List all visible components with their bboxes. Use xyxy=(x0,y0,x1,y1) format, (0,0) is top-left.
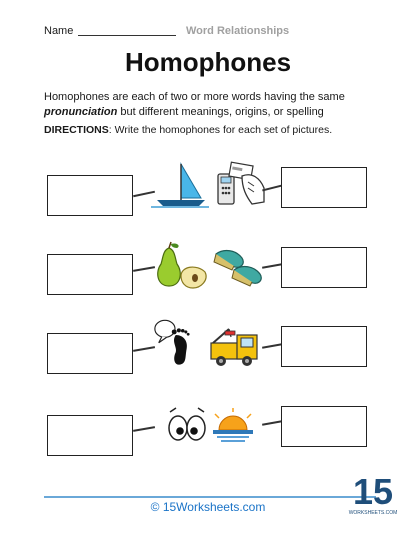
sailboat-icon xyxy=(151,160,209,208)
15worksheets-logo xyxy=(348,466,398,522)
topic-label: Word Relationships xyxy=(186,25,290,37)
page-title: Homophones xyxy=(124,47,292,77)
directions-label: DIRECTIONS xyxy=(44,124,109,136)
intro-line-1: Homophones are each of two or more words having the same xyxy=(44,91,345,103)
logo-text: WORKSHEETS.COM xyxy=(348,510,398,516)
answer-box-2-left[interactable] xyxy=(47,254,133,295)
sunset-icon xyxy=(207,404,265,452)
logo-number: 15 xyxy=(352,471,394,512)
name-line[interactable] xyxy=(78,35,176,36)
answer-box-4-left[interactable] xyxy=(47,415,133,456)
pair-of-shoes-icon xyxy=(210,244,268,292)
answer-box-4-right[interactable] xyxy=(281,406,367,447)
answer-box-3-right[interactable] xyxy=(281,326,367,367)
connector-line xyxy=(262,343,282,348)
pears-icon xyxy=(151,242,209,290)
directions-text: : Write the homophones for each set of pictures. xyxy=(108,124,333,136)
foot-speech-bubble-icon xyxy=(146,318,204,366)
footer-link[interactable]: © 15Worksheets.com xyxy=(150,500,266,514)
connector-line xyxy=(133,426,155,431)
tow-truck-icon xyxy=(207,325,265,373)
answer-box-1-left[interactable] xyxy=(47,175,133,216)
name-label: Name xyxy=(44,25,74,37)
answer-box-1-right[interactable] xyxy=(281,167,367,208)
bottom-rule xyxy=(44,496,376,498)
answer-box-3-left[interactable] xyxy=(47,333,133,374)
credit-card-reader-icon xyxy=(212,162,270,210)
intro-bold-word: pronunciation xyxy=(44,106,118,118)
directions xyxy=(44,124,384,136)
answer-box-2-right[interactable] xyxy=(281,247,367,288)
intro-line-2: but different meanings, origins, or spelling xyxy=(117,106,324,118)
connector-line xyxy=(262,420,282,425)
intro-text xyxy=(44,90,374,120)
